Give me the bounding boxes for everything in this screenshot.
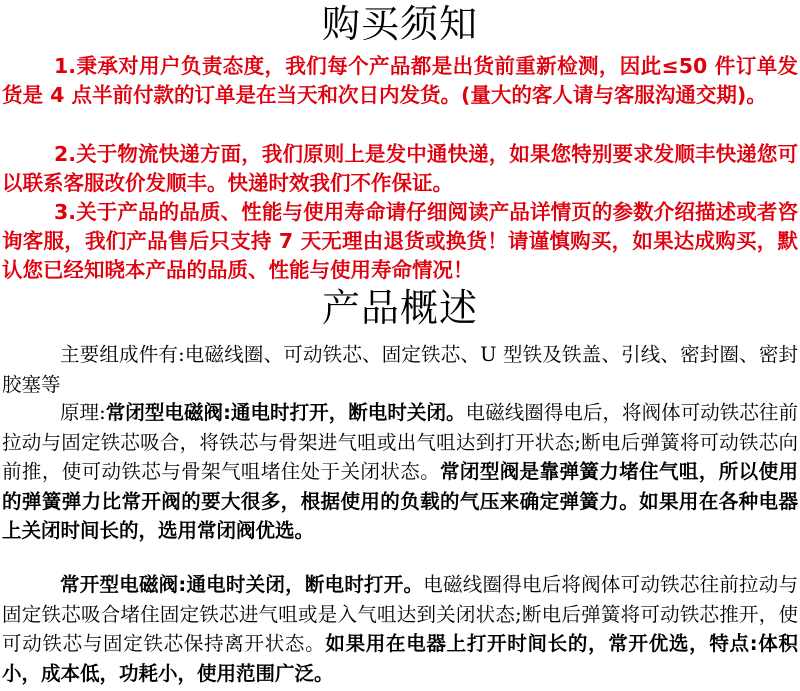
- normally-closed-heading: 常闭型电磁阀:通电时打开，断电时关闭。: [105, 401, 466, 424]
- normally-open-note: 如果用在电器上打开时间长的，常开优选，特点:体积小，成本低，功耗小，使用范围广泛。: [2, 632, 798, 685]
- notice-title: 购买须知: [321, 2, 478, 46]
- principle-paragraph: [2, 398, 798, 546]
- normally-closed-description: 电磁线圈得电后，将阀体可动铁芯往前拉动与固定铁芯吸合，将铁芯与骨架进气咀或出气咀达到打开状态;断电后弹簧将可动铁芯向前推，使可动铁芯与骨架气咀堵住处于关闭状态。: [2, 401, 798, 483]
- overview-title: 产品概述: [321, 286, 478, 330]
- normally-open-description: 电磁线圈得电后将阀体可动铁芯往前拉动与固定铁芯吸合堵住固定铁芯进气咀或是入气咀达到关闭状态;断电后弹簧将可动铁芯推开，使可动铁芯与固定铁芯保持离开状态。: [2, 573, 798, 655]
- components-paragraph: 主要组成件有:电磁线圈、可动铁芯、固定铁芯、U 型铁及铁盖、引线、密封圈、密封胶塞等: [2, 343, 798, 396]
- notice-item-2: 2.关于物流快递方面，我们原则上是发中通快递，如果您特别要求发顺丰快递您可以联系客服改价发顺丰。快递时效我们不作保证。: [2, 142, 798, 195]
- normally-open-heading: 常开型电磁阀:通电时关闭，断电时打开。: [60, 573, 424, 596]
- normally-closed-note: 常闭型阀是靠弹簧力堵住气咀，所以使用的弹簧弹力比常开阀的要大很多，根据使用的负载的气压来确定弹簧力。如果用在各种电器上关闭时间长的，选用常闭阀优选。: [2, 460, 798, 542]
- normally-open-paragraph: [2, 570, 798, 688]
- notice-item-3: 3.关于产品的品质、性能与使用寿命请仔细阅读产品详情页的参数介绍描述或者咨询客服，我们产品售后只支持 7 天无理由退货或换货！请谨慎购买，如果达成购买，默认您已经知晓本产品的品质、性能与使用寿命情况！: [2, 200, 798, 282]
- notice-item-1: 1.秉承对用户负责态度，我们每个产品都是出货前重新检测，因此≤50 件订单发货是 4 点半前付款的订单是在当天和次日内发货。(量大的客人请与客服沟通交期)。: [2, 54, 798, 107]
- principle-label: 原理:: [60, 401, 106, 424]
